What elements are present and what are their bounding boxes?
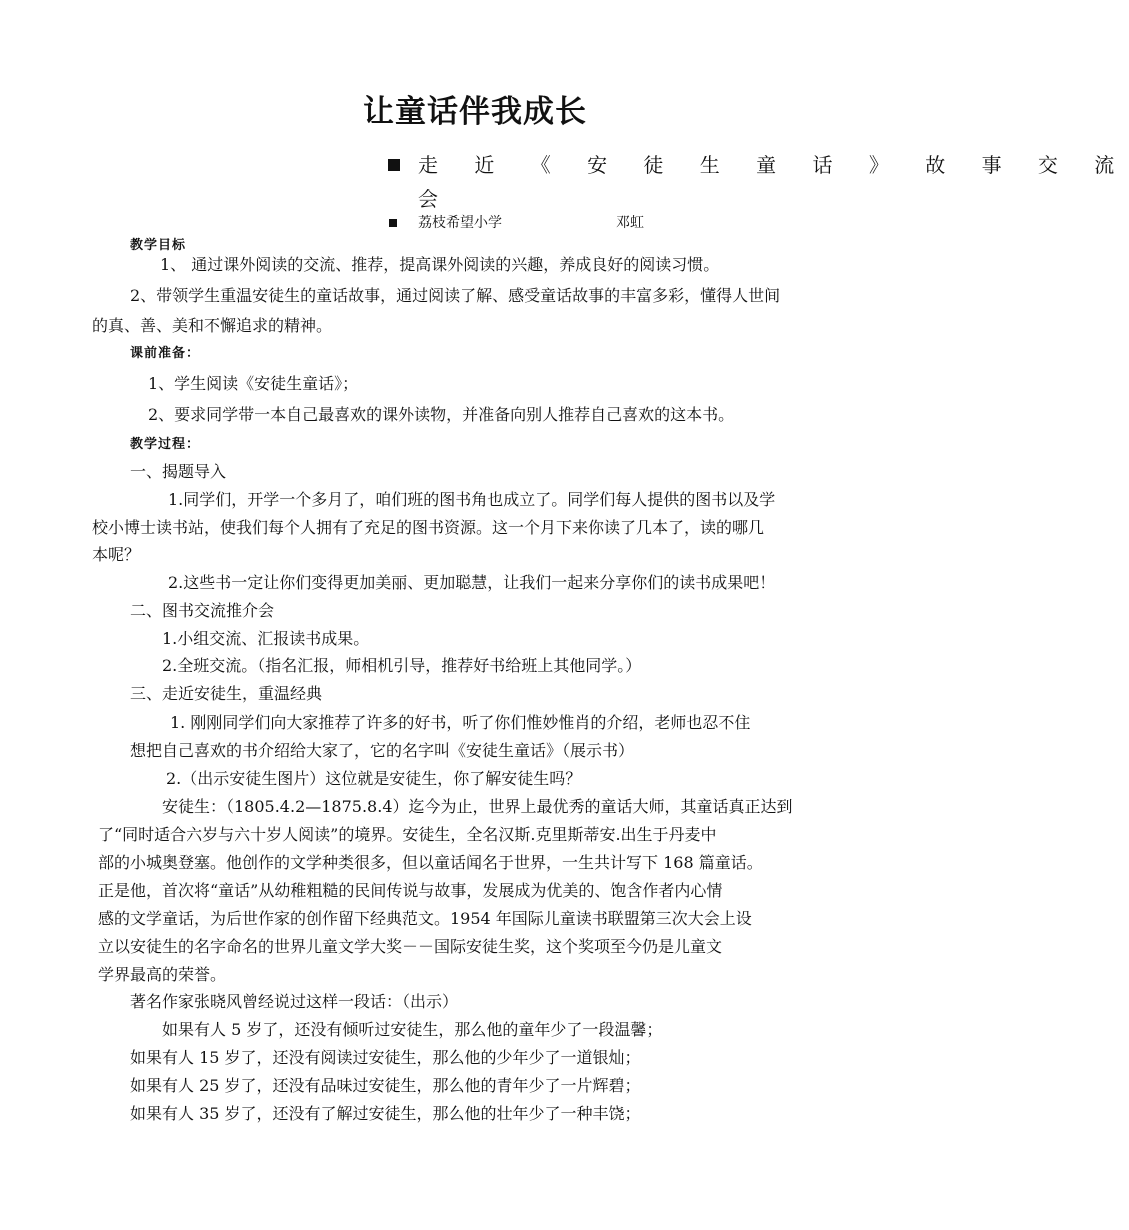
step-3b: 2.（出示安徒生图片）这位就是安徒生，你了解安徒生吗？ xyxy=(166,769,582,788)
section-heading-prep: 课前准备： xyxy=(130,346,201,361)
bio-line-5: 感的文学童话，为后世作家的创作留下经典范文。1954 年国际儿童读书联盟第三次大会上设 xyxy=(98,909,752,928)
step-1a-line-1: 1.同学们，开学一个多月了，咱们班的图书角也成立了。同学们每人提供的图书以及学 xyxy=(168,490,776,509)
step-2b: 2.全班交流。（指名汇报，师相机引导，推荐好书给班上其他同学。） xyxy=(162,656,642,675)
bio-line-7: 学界最高的荣誉。 xyxy=(98,965,227,984)
bio-line-6: 立以安徒生的名字命名的世界儿童文学大奖－－国际安徒生奖，这个奖项至今仍是儿童文 xyxy=(98,937,723,956)
bio-line-4: 正是他，首次将“童话”从幼稚粗糙的民间传说与故事，发展成为优美的、饱含作者内心情 xyxy=(98,881,723,900)
step-1b: 2.这些书一定让你们变得更加美丽、更加聪慧，让我们一起来分享你们的读书成果吧！ xyxy=(168,573,776,592)
school-name: 荔枝希望小学 xyxy=(418,215,502,231)
bullet-square-icon xyxy=(388,159,400,171)
bio-line-2: 了“同时适合六岁与六十岁人阅读”的境界。安徒生，全名汉斯.克里斯蒂安.出生于丹麦中 xyxy=(98,825,717,844)
bio-line-1: 安徒生：（1805.4.2—1875.8.4）迄今为止，世界上最优秀的童话大师，其童话真正达到 xyxy=(162,797,793,816)
page-title: 让童话伴我成长 xyxy=(363,94,587,130)
step-3a-line-1: 1. 刚刚同学们向大家推荐了许多的好书，听了你们惟妙惟肖的介绍，老师也忍不住 xyxy=(170,713,751,732)
step-1-heading: 一、揭题导入 xyxy=(130,462,227,481)
step-1a-line-3: 本呢？ xyxy=(92,545,141,564)
section-heading-goals: 教学目标 xyxy=(130,238,187,253)
step-3-heading: 三、走近安徒生，重温经典 xyxy=(130,684,323,703)
author-name: 邓虹 xyxy=(616,215,644,231)
goal-2-line-1: 2、带领学生重温安徒生的童话故事，通过阅读了解、感受童话故事的丰富多彩，懂得人世间 xyxy=(130,286,781,305)
step-2a: 1.小组交流、汇报读书成果。 xyxy=(162,629,370,648)
quote-line-3: 如果有人 25 岁了，还没有品味过安徒生，那么他的青年少了一片辉碧； xyxy=(130,1076,641,1095)
subtitle-line-2: 会 xyxy=(418,187,438,211)
prep-2: 2、要求同学带一本自己最喜欢的课外读物，并准备向别人推荐自己喜欢的这本书。 xyxy=(148,405,735,424)
subtitle-line-1: 走 近 《 安 徒 生 童 话 》 故 事 交 流 xyxy=(418,153,1129,177)
step-2-heading: 二、图书交流推介会 xyxy=(130,601,275,620)
step-1a-line-2: 校小博士读书站，使我们每个人拥有了充足的图书资源。这一个月下来你读了几本了，读的哪几 xyxy=(92,518,765,537)
quote-line-2: 如果有人 15 岁了，还没有阅读过安徒生，那么他的少年少了一道银灿； xyxy=(130,1048,641,1067)
goal-1: 1、 通过课外阅读的交流、推荐，提高课外阅读的兴趣，养成良好的阅读习惯。 xyxy=(160,255,720,274)
section-heading-process: 教学过程： xyxy=(130,437,201,452)
goal-2-line-2: 的真、善、美和不懈追求的精神。 xyxy=(92,316,333,335)
quote-line-4: 如果有人 35 岁了，还没有了解过安徒生，那么他的壮年少了一种丰饶； xyxy=(130,1104,641,1123)
quote-intro: 著名作家张晓风曾经说过这样一段话：（出示） xyxy=(130,992,459,1011)
bullet-square-icon xyxy=(389,219,397,227)
quote-line-1: 如果有人 5 岁了，还没有倾听过安徒生，那么他的童年少了一段温馨； xyxy=(162,1020,663,1039)
step-3a-line-2: 想把自己喜欢的书介绍给大家了，它的名字叫《安徒生童话》（展示书） xyxy=(130,741,635,760)
bio-line-3: 部的小城奥登塞。他创作的文学种类很多，但以童话闻名于世界，一生共计写下 168 篇童话。 xyxy=(98,853,763,872)
prep-1: 1、学生阅读《安徒生童话》； xyxy=(148,374,359,393)
